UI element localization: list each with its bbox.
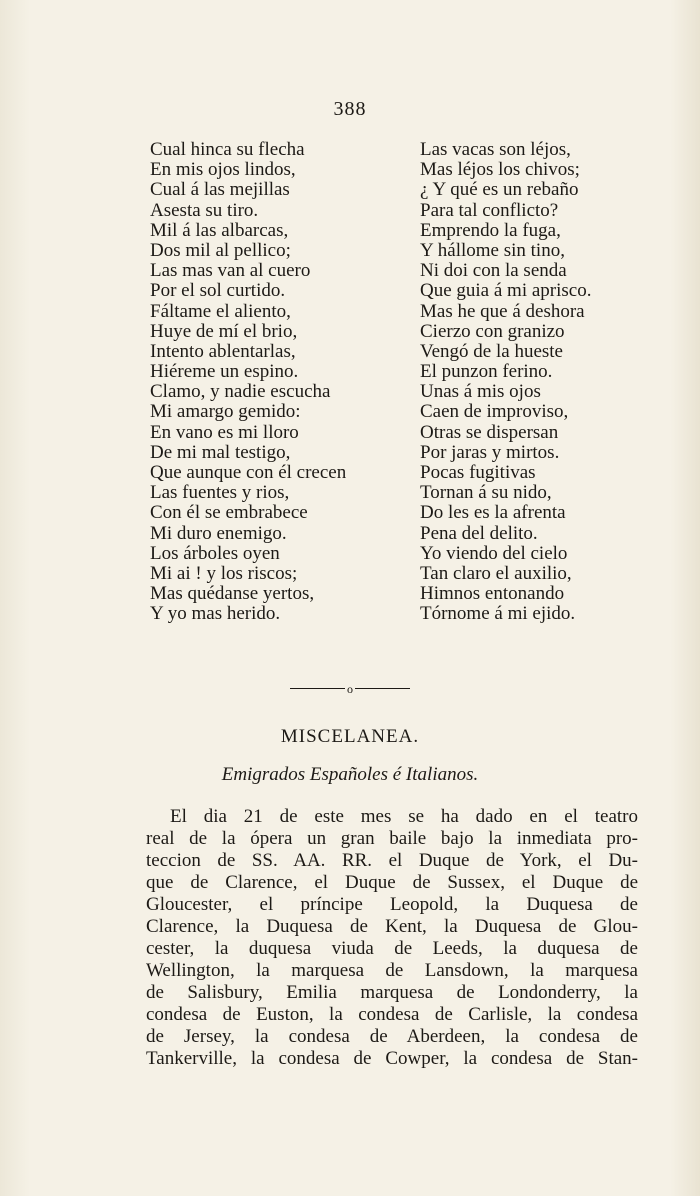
- prose-line: real de la ópera un gran baile bajo la inmediata pro-: [146, 828, 638, 849]
- divider-ornament: o: [347, 681, 353, 696]
- poem-column-left: [150, 140, 400, 625]
- section-title: MISCELANEA.: [280, 726, 420, 747]
- prose-line: condesa de Euston, la condesa de Carlisle, la condesa: [146, 1004, 638, 1025]
- poem-line: Las vacas son léjos,: [420, 139, 571, 160]
- poem-line: Y yo mas herido.: [150, 603, 281, 625]
- poem-line: El punzon ferino.: [420, 361, 553, 383]
- poem-line: Vengó de la hueste: [420, 340, 563, 362]
- prose-line: cester, la duquesa viuda de Leeds, la duquesa de: [146, 938, 638, 959]
- prose-line: Clarence, la Duquesa de Kent, la Duquesa de Glou-: [146, 916, 638, 937]
- poem-line: Hiéreme un espino.: [150, 361, 299, 383]
- poem-line: Por el sol curtido.: [150, 280, 286, 302]
- poem-line: Para tal conflicto?: [420, 199, 559, 221]
- poem-line: Mi duro enemigo.: [150, 522, 287, 544]
- poem-line: Huye de mí el brio,: [150, 320, 298, 342]
- poem-line: Mi ai ! y los riscos;: [150, 562, 298, 584]
- poem-line: Caen de improviso,: [420, 401, 569, 423]
- poem-line: Himnos entonando: [420, 583, 565, 605]
- prose-line: que de Clarence, el Duque de Sussex, el Duque de: [146, 872, 638, 893]
- poem-line: Tornan á su nido,: [420, 482, 552, 504]
- poem-line: Tórnome á mi ejido.: [420, 603, 576, 625]
- section-divider: [0, 678, 700, 696]
- poem-line: Y hállome sin tino,: [420, 239, 565, 261]
- poem-line: Pena del delito.: [420, 522, 538, 544]
- page-number: 388: [333, 98, 367, 120]
- poem-line: Que guia á mi aprisco.: [420, 280, 592, 302]
- poem-line: Otras se dispersan: [420, 421, 559, 443]
- poem-line: De mi mal testigo,: [150, 441, 291, 463]
- poem-line: Por jaras y mirtos.: [420, 441, 560, 463]
- poem-line: Las mas van al cuero: [150, 260, 311, 282]
- prose-line: de Jersey, la condesa de Aberdeen, la condesa de: [146, 1026, 638, 1047]
- poem-line: ¿ Y qué es un rebaño: [420, 179, 579, 201]
- poem-line: Cierzo con granizo: [420, 320, 565, 342]
- poem-line: En vano es mi lloro: [150, 421, 299, 443]
- poem-line: Do les es la afrenta: [420, 502, 566, 524]
- divider-rule-right: [355, 688, 410, 689]
- poem-line: Que aunque con él crecen: [150, 462, 347, 483]
- poem-line: Dos mil al pellico;: [150, 239, 291, 261]
- prose-line: Tankerville, la condesa de Cowper, la condesa de Stan-: [146, 1048, 638, 1069]
- poem-line: Tan claro el auxilio,: [420, 562, 572, 584]
- poem-line: Emprendo la fuga,: [420, 219, 561, 241]
- poem-line: Cual á las mejillas: [150, 179, 290, 201]
- prose-line: El dia 21 de este mes se ha dado en el teatro: [170, 806, 638, 827]
- poem-line: Pocas fugitivas: [420, 462, 536, 483]
- poem-line: Asesta su tiro.: [150, 199, 259, 221]
- article-subtitle: Emigrados Españoles é Italianos.: [221, 764, 479, 785]
- poem-line: Unas á mis ojos: [420, 381, 541, 403]
- article-body: [146, 806, 638, 1070]
- poem-line: Los árboles oyen: [150, 542, 280, 564]
- poem-line: Fáltame el aliento,: [150, 300, 291, 322]
- poem-line: Cual hinca su flecha: [150, 139, 305, 160]
- poem-line: Intento ablentarlas,: [150, 340, 296, 362]
- poem-line: Mil á las albarcas,: [150, 219, 289, 241]
- poem-line: Mas quédanse yertos,: [150, 583, 315, 605]
- poem-line: Mas he que á deshora: [420, 300, 585, 322]
- poem-line: Ni doi con la senda: [420, 260, 567, 282]
- poem-line: En mis ojos lindos,: [150, 159, 296, 181]
- poem-line: Clamo, y nadie escucha: [150, 381, 331, 403]
- prose-line: de Salisbury, Emilia marquesa de Londonderry, la: [146, 982, 638, 1003]
- poem-line: Yo viendo del cielo: [420, 542, 568, 564]
- poem-line: Mas léjos los chivos;: [420, 159, 580, 181]
- prose-line: Gloucester, el príncipe Leopold, la Duquesa de: [146, 894, 638, 915]
- poem-line: Con él se embrabece: [150, 502, 308, 524]
- poem-line: Las fuentes y rios,: [150, 482, 290, 504]
- divider-rule-left: [290, 688, 345, 689]
- prose-line: Wellington, la marquesa de Lansdown, la marquesa: [146, 960, 638, 981]
- poem-column-right: [420, 140, 690, 625]
- prose-line: teccion de SS. AA. RR. el Duque de York, el Du-: [146, 850, 638, 871]
- poem-line: Mi amargo gemido:: [150, 401, 301, 423]
